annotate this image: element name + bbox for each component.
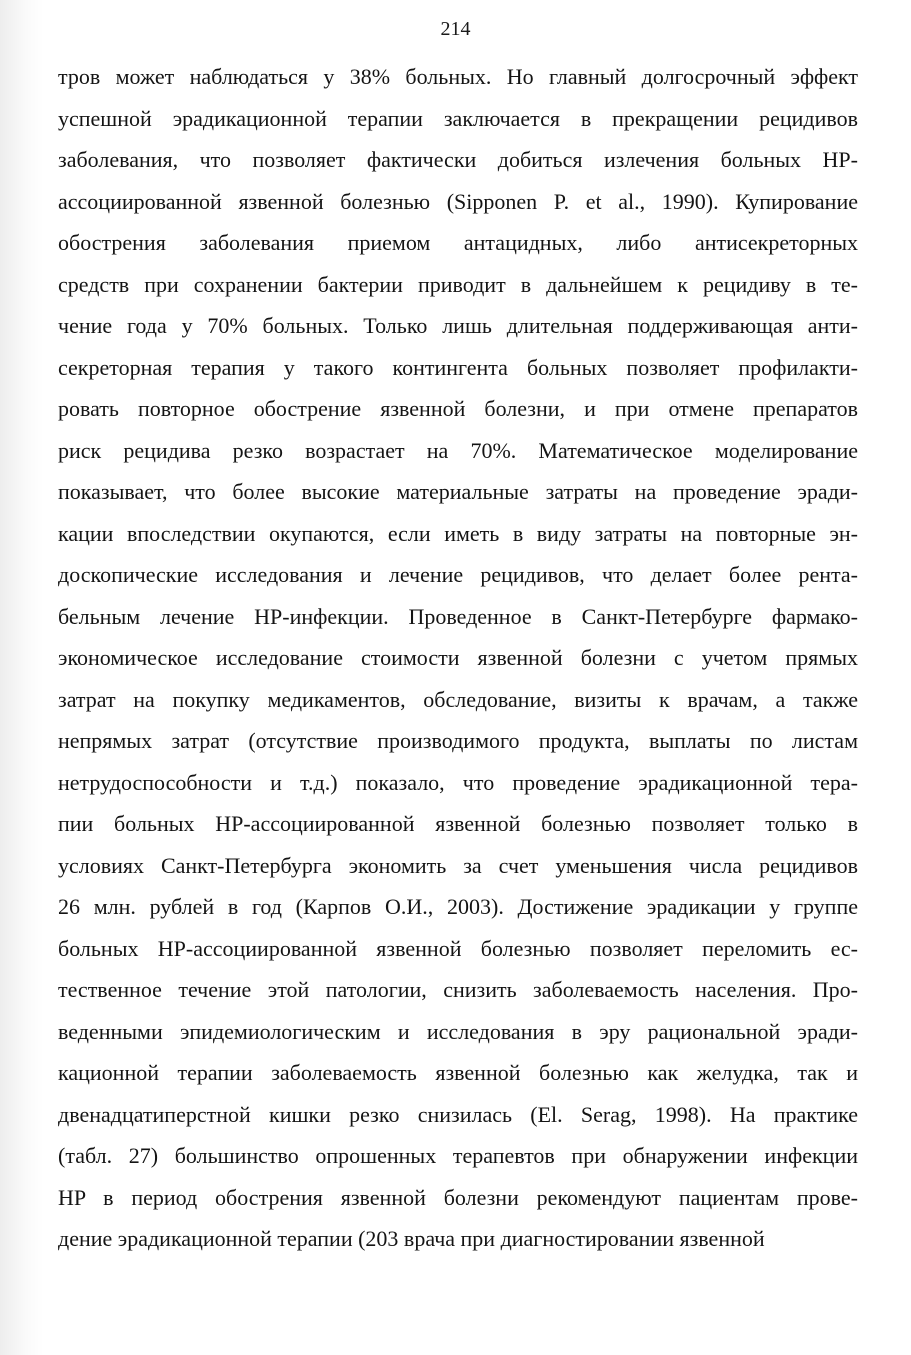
text-line: непрямых затрат (отсутствие производимого продукта, выплаты по листам — [58, 728, 858, 753]
text-line: риск рецидива резко возрастает на 70%. Математическое моделирование — [58, 437, 858, 463]
text-line: секреторная терапия у такого контингента больных позволяет профилакти- — [58, 354, 858, 380]
text-line: кации впоследствии окупаются, если иметь в виду затраты на повторные эн- — [58, 520, 858, 546]
text-line: больных HP-ассоциированной язвенной болезнью позволяет переломить ес- — [58, 935, 858, 961]
text-line: двенадцатиперстной кишки резко снизилась (El. Serag, 1998). На практике — [58, 1101, 858, 1127]
text-line: тров может наблюдаться у 38% больных. Но главный долгосрочный эффект — [58, 64, 858, 89]
text-line: доскопические исследования и лечение рецидивов, что делает более рента- — [58, 562, 858, 587]
text-line: обострения заболевания приемом антацидных, либо антисекреторных — [58, 230, 858, 255]
text-line: тественное течение этой патологии, снизить заболеваемость населения. Про- — [58, 977, 858, 1002]
body-text — [58, 56, 858, 1260]
text-line: веденными эпидемиологическим и исследования в эру рациональной эради- — [58, 1018, 858, 1044]
text-line: HP в период обострения язвенной болезни рекомендуют пациентам прове- — [58, 1184, 858, 1210]
text-line: ассоциированной язвенной болезнью (Sipponen P. et al., 1990). Купирование — [58, 188, 858, 214]
text-line: условиях Санкт-Петербурга экономить за счет уменьшения числа рецидивов — [58, 852, 858, 878]
text-line: экономическое исследование стоимости язвенной болезни с учетом прямых — [58, 645, 858, 670]
text-line: кационной терапии заболеваемость язвенной болезнью как желудка, так и — [58, 1060, 858, 1085]
text-line: (табл. 27) большинство опрошенных терапевтов при обнаружении инфекции — [58, 1143, 858, 1168]
text-line: пии больных HP-ассоциированной язвенной болезнью позволяет только в — [58, 811, 858, 836]
text-line: нетрудоспособности и т.д.) показало, что проведение эрадикационной тера- — [58, 769, 858, 795]
text-line: дение эрадикационной терапии (203 врача при диагностировании язвенной — [58, 1226, 765, 1251]
text-line: ровать повторное обострение язвенной болезни, и при отмене препаратов — [58, 396, 858, 421]
text-line: успешной эрадикационной терапии заключается в прекращении рецидивов — [58, 105, 858, 131]
text-line: 26 млн. рублей в год (Карпов О.И., 2003). Достижение эрадикации у группе — [58, 894, 858, 919]
text-line: средств при сохранении бактерии приводит в дальнейшем к рецидиву в те- — [58, 271, 858, 297]
page-number: 214 — [440, 18, 471, 40]
text-line: затрат на покупку медикаментов, обследование, визиты к врачам, а также — [58, 686, 858, 712]
scan-shadow — [0, 0, 44, 1355]
text-line: бельным лечение НР-инфекции. Проведенное в Санкт-Петербурге фармако- — [58, 603, 858, 629]
text-line: чение года у 70% больных. Только лишь длительная поддерживающая анти- — [58, 313, 858, 338]
text-line: заболевания, что позволяет фактически добиться излечения больных HP- — [58, 147, 858, 172]
text-line: показывает, что более высокие материальные затраты на проведение эради- — [58, 479, 858, 504]
